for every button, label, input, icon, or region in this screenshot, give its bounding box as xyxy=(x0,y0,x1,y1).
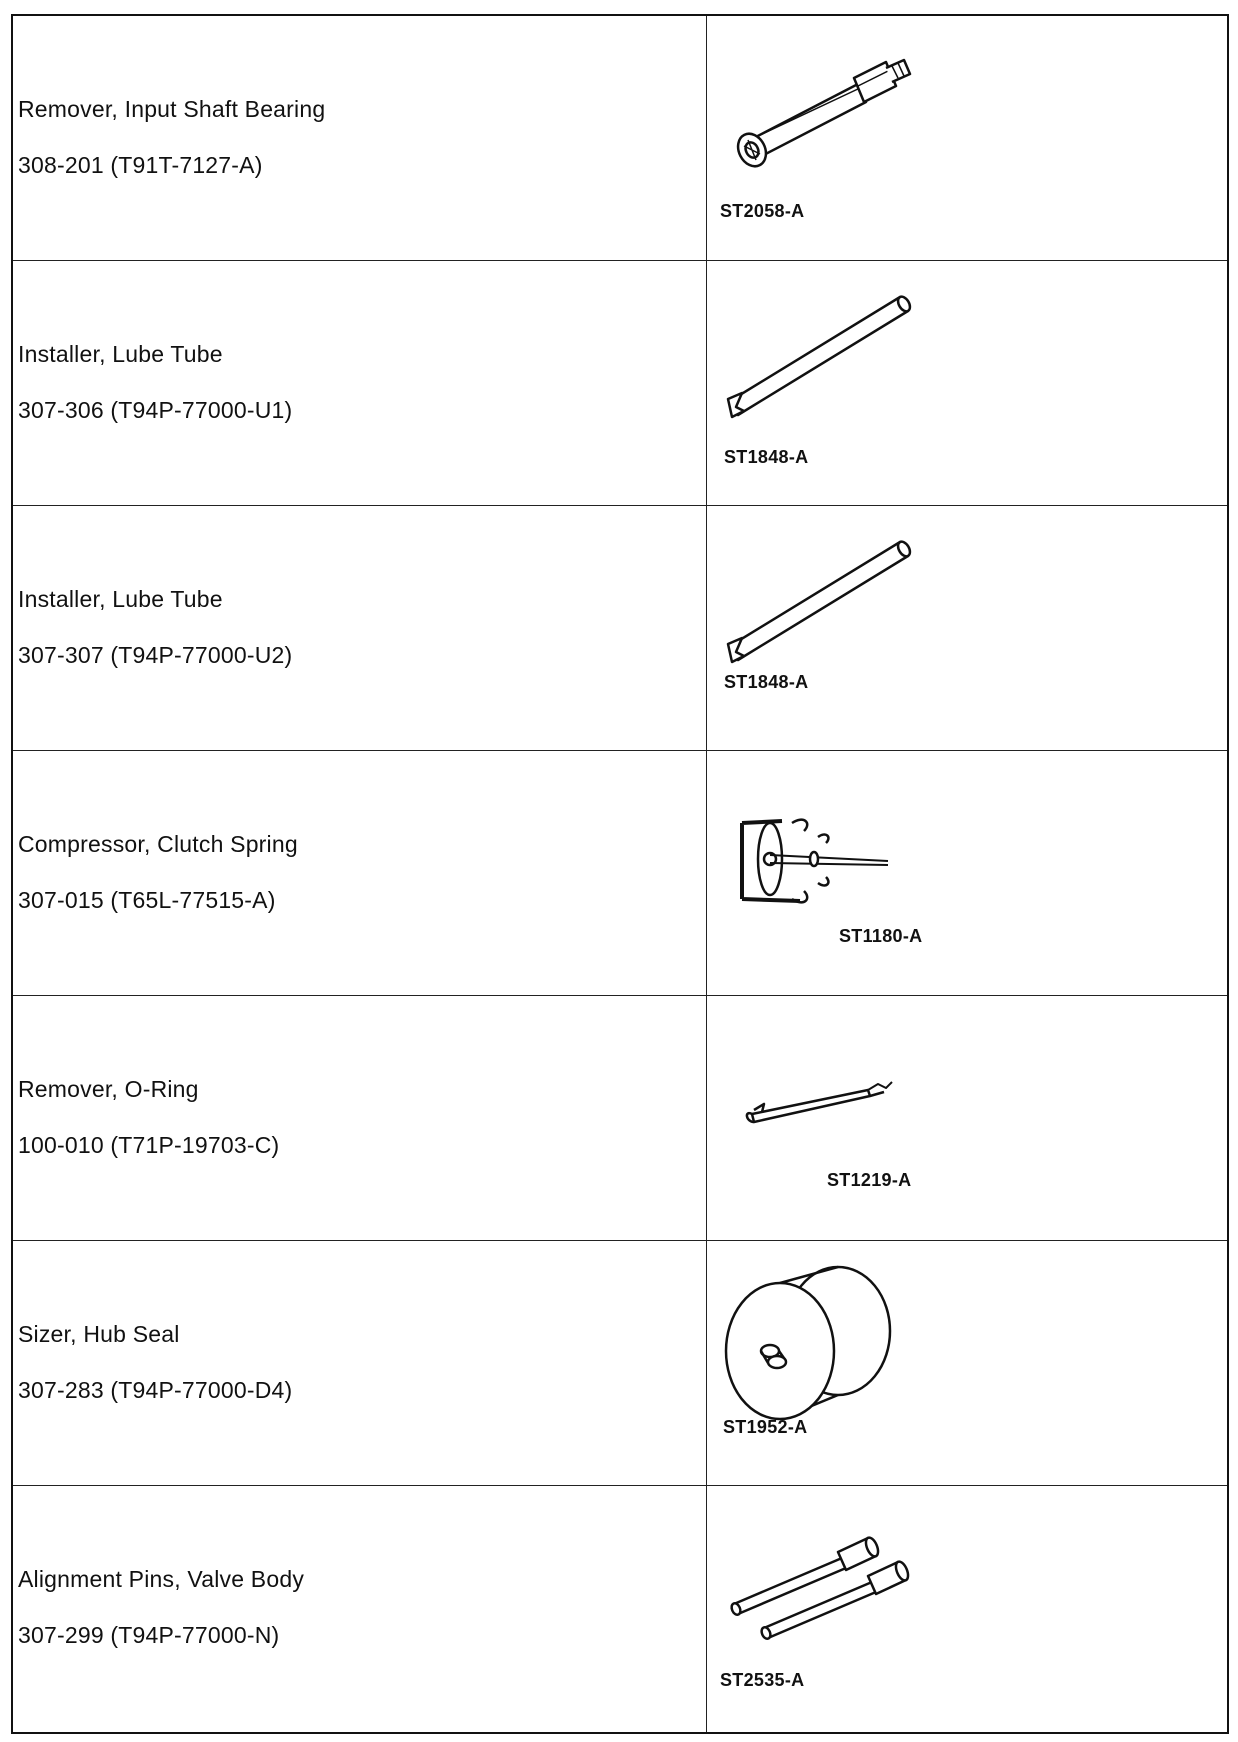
table-row xyxy=(13,996,1227,1241)
tool-number: 307-283 (T94P-77000-D4) xyxy=(18,1377,293,1403)
tool-name: Installer, Lube Tube xyxy=(18,586,223,612)
tool-number: 307-299 (T94P-77000-N) xyxy=(18,1622,280,1648)
illustration-code: ST1848-A xyxy=(724,672,809,692)
table-row xyxy=(13,751,1227,996)
o-ring-pick-icon xyxy=(708,996,1229,1241)
tool-name: Remover, Input Shaft Bearing xyxy=(18,96,326,122)
illustration-code: ST1180-A xyxy=(839,926,923,946)
table-row xyxy=(13,506,1227,751)
illustration-code: ST2058-A xyxy=(720,201,805,221)
hub-seal-sizer-icon xyxy=(708,1241,1229,1486)
tool-number: 307-307 (T94P-77000-U2) xyxy=(18,642,293,668)
illustration-code: ST1848-A xyxy=(724,447,809,467)
lube-tube-installer-icon xyxy=(708,261,1229,506)
lube-tube-installer-icon xyxy=(708,506,1229,751)
tool-name: Installer, Lube Tube xyxy=(18,341,223,367)
tool-number: 100-010 (T71P-19703-C) xyxy=(18,1132,280,1158)
table-row xyxy=(13,1486,1227,1731)
illustration-code: ST2535-A xyxy=(720,1670,805,1690)
tool-name: Alignment Pins, Valve Body xyxy=(18,1566,305,1592)
illustration-code: ST1952-A xyxy=(723,1417,808,1437)
tool-number: 307-306 (T94P-77000-U1) xyxy=(18,397,293,423)
tool-name: Sizer, Hub Seal xyxy=(18,1321,180,1347)
spring-compressor-icon xyxy=(708,751,1229,996)
table-row xyxy=(13,261,1227,506)
tool-name: Remover, O-Ring xyxy=(18,1076,199,1102)
bearing-remover-icon xyxy=(708,16,1229,261)
illustration-code: ST1219-A xyxy=(827,1170,912,1190)
tool-number: 307-015 (T65L-77515-A) xyxy=(18,887,276,913)
special-tools-table xyxy=(11,14,1229,1734)
alignment-pins-icon xyxy=(708,1486,1229,1731)
table-row xyxy=(13,1241,1227,1486)
table-row xyxy=(13,16,1227,261)
tool-number: 308-201 (T91T-7127-A) xyxy=(18,152,263,178)
tool-name: Compressor, Clutch Spring xyxy=(18,831,298,857)
